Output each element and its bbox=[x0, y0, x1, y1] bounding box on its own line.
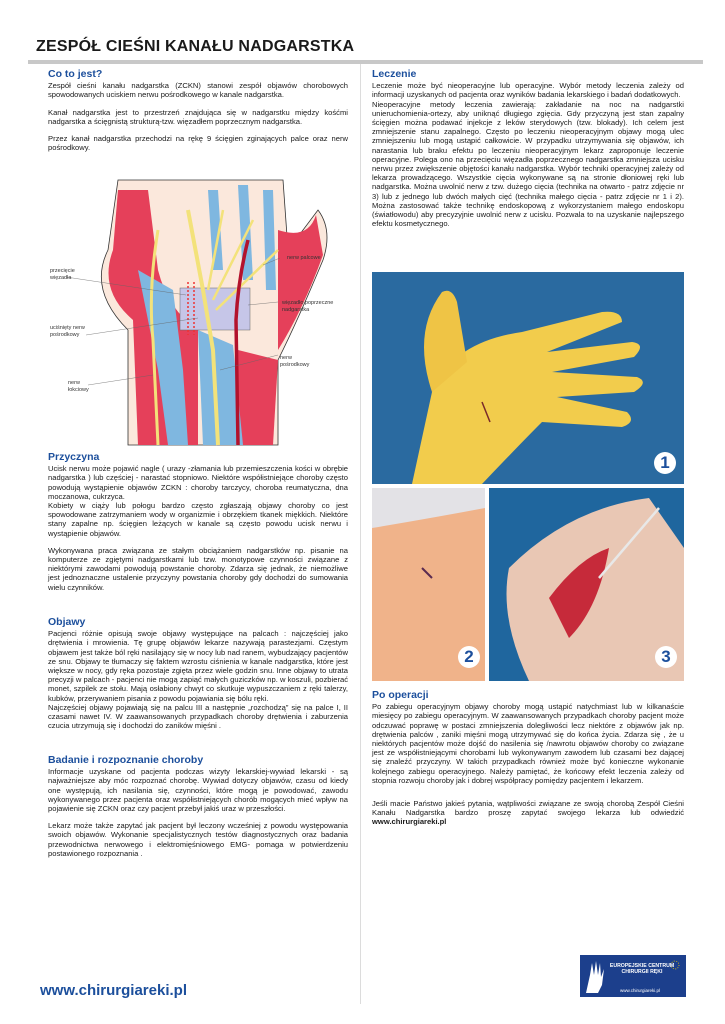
paragraph-contact bbox=[372, 799, 684, 827]
heading-objawy: Objawy bbox=[48, 616, 86, 628]
contact-link[interactable]: www.chirurgiareki.pl bbox=[372, 817, 447, 827]
paragraph: Najczęściej objawy pojawiają się na palcu III a następnie „rozchodzą” się na palce I, II czasami nawet IV. W zaawansowanych przypadkach choroby drętwienia i zaburzenia czucia utrzymują się i dochodzi do zaników mięśni . bbox=[48, 702, 348, 731]
section-objawy bbox=[48, 618, 348, 738]
label-przeciecie: przecięcie więzadła bbox=[50, 268, 75, 281]
section-leczenie bbox=[372, 70, 684, 236]
paragraph: Przez kanał nadgarstka przechodzi na rękę 9 ścięgien zginających palce oraz nerw pośrodkowy. bbox=[48, 134, 348, 153]
paragraph: Lekarz może także zapytać jak pacjent był leczony wcześniej z powodu występowania swoich objawów. Wykonanie specjalistycznych testów diagnostycznych oraz badania przewodnictwa nerwowego i elektromięśniowego EMG- pomaga w potwierdzeniu postawionego rozpoznania . bbox=[48, 821, 348, 858]
paragraph: Ucisk nerwu może pojawić nagle ( urazy -złamania lub przemieszczenia kości w obrębie nadgarstka ) lub częściej - narastać stopniowo. Niektóre współistniejące choroby często powodują wystąpienie objawów ZCKN : choroby tarczycy, choroba reumatyczna, dna moczanowa, cukrzyca. bbox=[48, 464, 348, 501]
paragraph: Nieoperacyjne metody leczenia zawierają: zakładanie na noc na nadgarstki unieruchomienia-ortezy, aby uniknąć długiego zgięcia. Gdy przyczyną jest stan zapalny ścięgien można podawać injekcje z leków sterydowych (tzw. blokady). Ich celem jest zmniejszenie stanu zapalnego. Często po leczeniu nieoperacyjnym objawy mogą ulec zmniejszeniu lub mogą ustąpić całkowicie. W przypadku utrzymywania się objawów, ich narastania lub braku efektu po leczeniu nieoperacyjnym lekarz zaproponuje leczenie operacyjne. Polega ono na przecięciu więzadła poprzecznego nadgarstka zmniejsza ucisku nerwu przez zwiększenie objętości kanału nadgarstka. Wybór techniki operacyjnej zależy od lekarza prowadzącego. Wszystkie cięcia wykonywane są na stronie dłoniowej ręki lub nadgarstka. Można uwolnić nerw z tzw. dużego cięcia (technika na otwarto - patrz zdjęcie nr 3) lub z jednego lub dwóch małych cięć (technika małego cięcia - patrz zdjęcie nr 1 i 2). Można zastosować także technikę endoskopową z wykorzystaniem małego endoskopu (światłowodu) aby precyzyjnie uwolnić nerw z ucisku. Pozwala to na uzyskanie najlepszego efektu kosmetycznego. bbox=[372, 99, 684, 229]
paragraph: Kanał nadgarstka jest to przestrzeń znajdująca się w nadgarstku między kośćmi nadgarstka a ścięgnistą strukturą-tzw. więzadłem poprzecznym nadgarstka. bbox=[48, 107, 348, 126]
paragraph: Informacje uzyskane od pacjenta podczas wizyty lekarskiej-wywiad lekarski - są najważniejsze aby móc rozpoznać chorobę. Wywiad dotyczy objawów, czasu od kiedy one występują, ich nasilania się, czynności, które mogą je powodować, zawodu wykonywanego przez pacjenta oraz współistniejących chorób mogących mieć wpływ na pojawienie się ZCKN oraz czy pacjent przebył jakiś uraz w przeszłości. bbox=[48, 767, 348, 814]
logo-line-2: CHIRURGII RĘKI bbox=[621, 969, 663, 975]
paragraph: Kobiety w ciąży lub połogu bardzo często zgłaszają objawy choroby co jest spowodowane zatrzymaniem wody w organizmie i obrzękiem tkanek miękkich. Niektóre stany zapalne np. ścięgien leżących w kanale są często powodu ucisk nerwu i wystąpienie objawów. bbox=[48, 501, 348, 538]
label-uciskniety: uciśnięty nerw pośrodkowy bbox=[50, 325, 85, 338]
paragraph: Leczenie może być nieoperacyjne lub operacyjne. Wybór metody leczenia zależy od informacji uzyskanych od pacjenta oraz wyników badania lekarskiego i badań dodatkowych. bbox=[372, 81, 684, 100]
photo-surgery-3 bbox=[489, 488, 684, 681]
footer-url[interactable]: www.chirurgiareki.pl bbox=[40, 982, 187, 999]
photo-wrist-2 bbox=[372, 488, 485, 681]
photo-number-3: 3 bbox=[655, 646, 677, 668]
label-nerw-palcowe: nerw palcowe bbox=[287, 255, 321, 261]
logo-url: www.chirurgiareki.pl bbox=[620, 988, 661, 993]
section-badanie bbox=[48, 756, 348, 866]
paragraph: Wykonywana praca związana ze stałym obciążaniem nadgarstków np. pisanie na komputerze ze zgiętymi nadgarstkami lub tzw. monotypowe czynności związane z niektórymi zawodami powodują powstanie choroby. Zdarza się jednak, że niemożliwe jest jednoznaczne ustalenie przyczyny powstania choroby gdy dochodzi do sumowania wielu czynników. bbox=[48, 545, 348, 592]
column-divider bbox=[360, 64, 361, 1004]
paragraph: Pacjenci różnie opisują swoje objawy występujące na palcach : najczęściej jako drętwienia i mrowienia. Tę grupę objawów lekarze nazywają parastezjami. Częstym objawem jest także ból ręki nasilający się w nocy lub nad ranem, wybudzający pacjentów ze snu. Objawy te tłumaczy się faktem wzrostu ciśnienia w kanale nadgarstka, które jest większe w nocy, gdy ręka pozostaje zgięta przez wiele godzin snu. Inne objawy to utrata precyzji w palcach - pacjenci nie mogą zapiąć małych guziczków np. w koszuli, pozbierać monet, szpilek ze stołu. Mają osłabiony chwyt co skutkuje wypuszczaniem z ręki talerzy, kubków, przerywaniem pisania z powodu pojawiania się bólu ręki. bbox=[48, 629, 348, 703]
photo-number-1: 1 bbox=[654, 452, 676, 474]
label-nerw-lokciowy: nerw łokciowy bbox=[68, 380, 89, 393]
label-wiezadlo: więzadło poprzeczne nadgarstka bbox=[282, 300, 334, 313]
heading-co-to-jest: Co to jest? bbox=[48, 68, 103, 80]
heading-przyczyna: Przyczyna bbox=[48, 451, 100, 463]
logo-line-1: EUROPEJSKIE CENTRUM bbox=[609, 963, 675, 969]
page-title: ZESPÓŁ CIEŚNI KANAŁU NADGARSTKA bbox=[36, 38, 355, 55]
hand-illustration bbox=[372, 272, 684, 484]
photo-number-2: 2 bbox=[458, 646, 480, 668]
heading-leczenie: Leczenie bbox=[372, 68, 417, 80]
paragraph: Po zabiegu operacyjnym objawy choroby mogą ustąpić natychmiast lub w kilkanaście miesięcy po zabiegu operacyjnym. W zaawansowanych przypadkach choroby pacjent może odczuwać poprawę w postaci zmniejszenia dolegliwości lecz niektóre z objawów jak np. drętwienia palców , zaniki mięśni mogą utrzymywać się do końca życia. Zdarza się , że u niektórych pacjentów może dojść do nasilenia się /nawrotu objawów choroby co związane jest ze współistniejącymi chorobami lub wykonywanym zawodem lub czasami bez dającej się znaleźć przyczyny. W takich przypadkach również może być konieczne wykonanie kolejnego zabiegu operacyjnego. Należy pamiętać, że końcowy efekt leczenia zależy od stopnia rozwoju choroby jak i dobrej współpracy pomiędzy pacjentem i lekarzem. bbox=[372, 702, 684, 785]
title-rule bbox=[28, 60, 703, 64]
heading-badanie: Badanie i rozpoznanie choroby bbox=[48, 754, 204, 766]
paragraph: Zespół cieśni kanału nadgarstka (ZCKN) stanowi zespół objawów chorobowych spowodowanych uciskiem nerwu pośrodkowego w kanale nadgarstka. bbox=[48, 81, 348, 100]
section-co-to-jest bbox=[48, 70, 348, 160]
contact-text: Jeśli macie Państwo jakieś pytania, wątpliwości związane ze swoją chorobą Zespół Cieśni Kanału Nadgarstka bardzo proszę zapytać swojego lekarza lub odwiedzić bbox=[372, 799, 684, 818]
label-nerw-posrodkowy: nerw pośrodkowy bbox=[280, 355, 310, 368]
section-po-operacji bbox=[372, 691, 684, 835]
photo-hand-1 bbox=[372, 272, 684, 484]
section-przyczyna bbox=[48, 453, 348, 600]
heading-po-operacji: Po operacji bbox=[372, 689, 429, 701]
logo-europejskie-centrum bbox=[580, 955, 686, 997]
logo-text bbox=[602, 963, 682, 975]
